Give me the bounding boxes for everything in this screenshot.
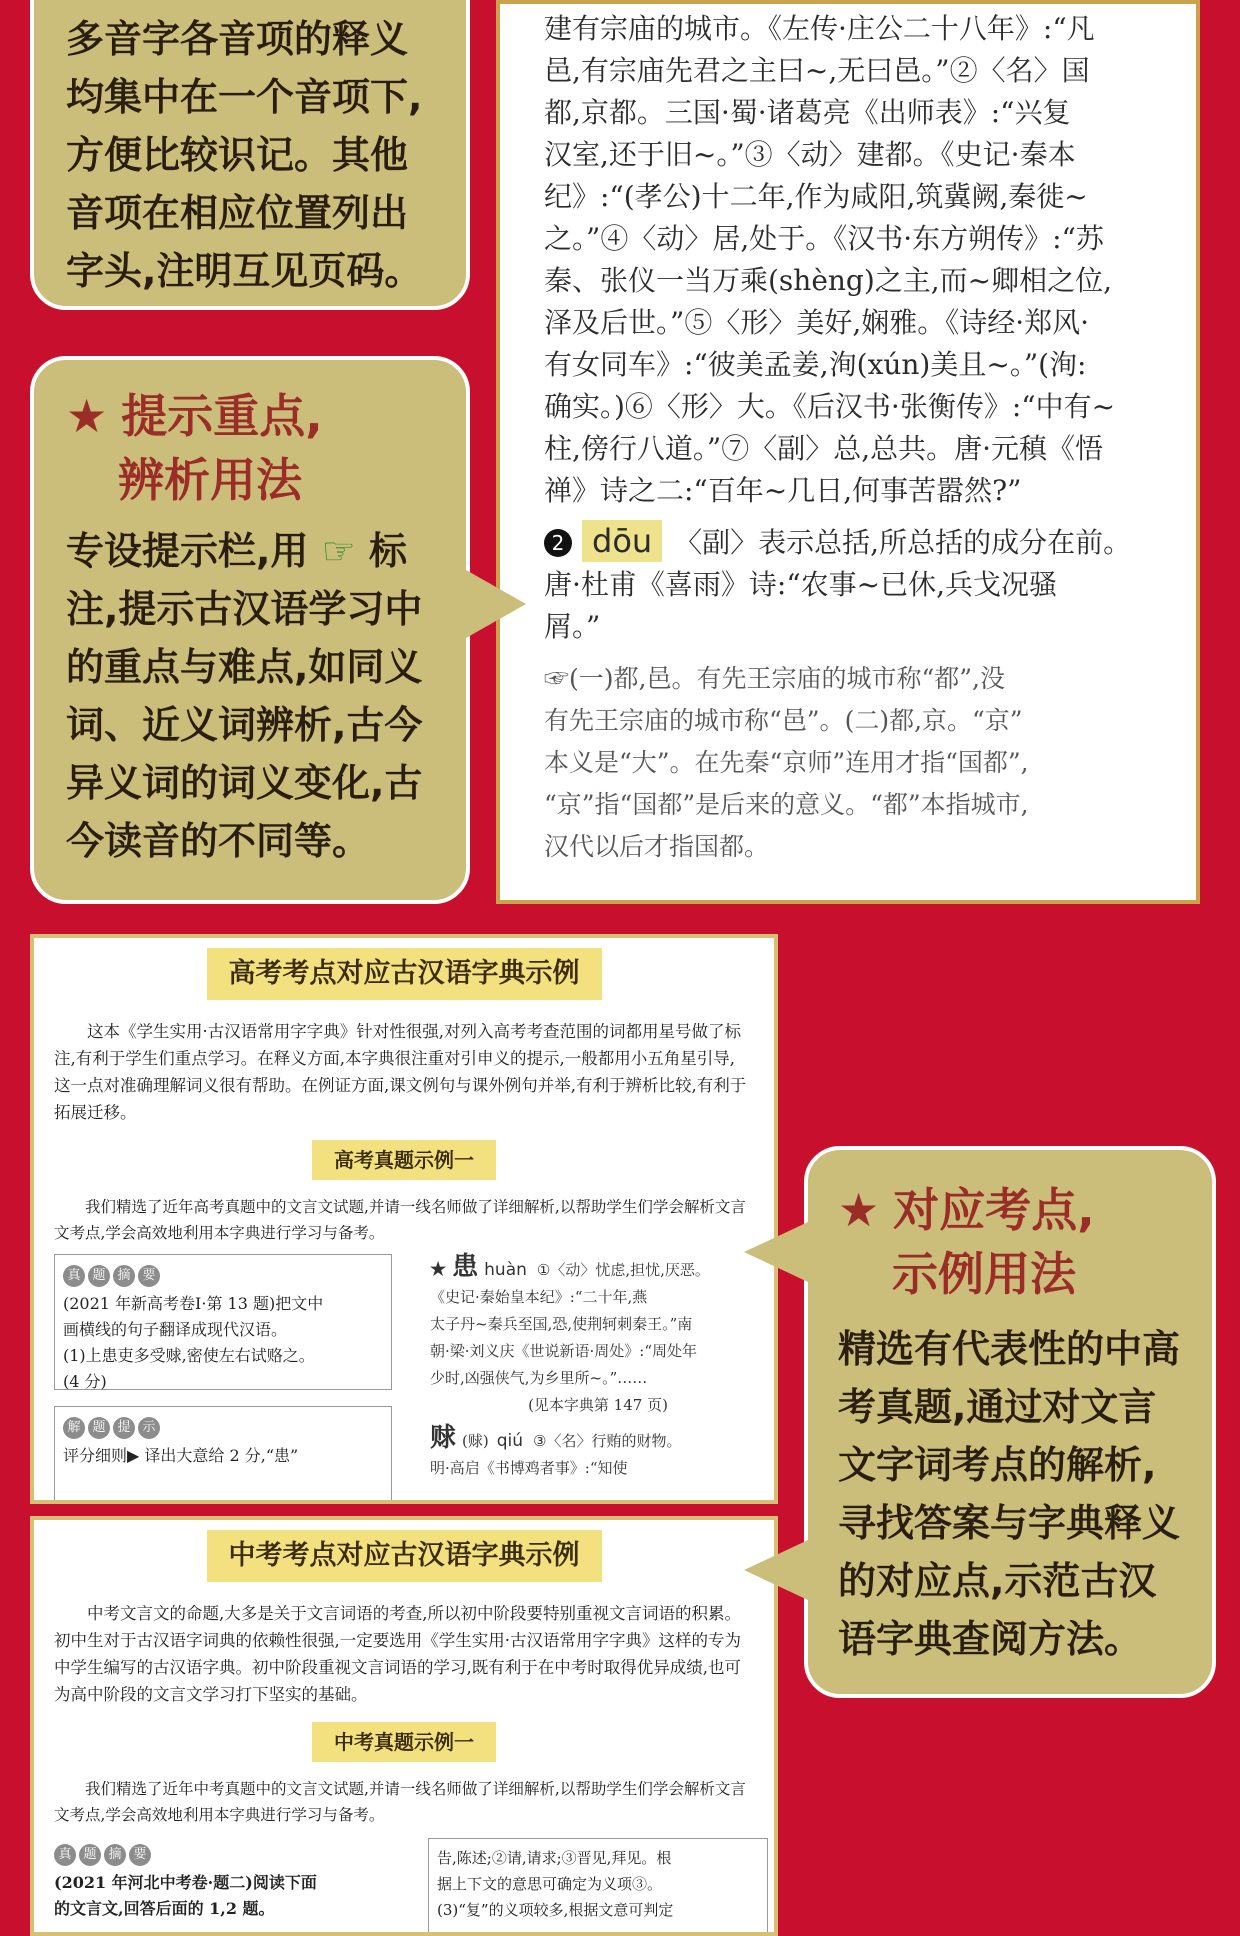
pointing-hand-icon: ☞ [544,664,570,693]
dictionary-excerpt [496,0,1200,904]
pointing-hand-icon: ☞ [321,529,356,573]
headword: 患 [452,1252,479,1282]
callout-line: 注,提示古汉语学习中 [66,587,423,631]
analysis-box [428,1838,768,1936]
tag-chip: 题 [79,1844,101,1866]
callout-line: 专设提示栏,用 [66,529,309,573]
callout-pointer [744,1540,808,1600]
star-icon: ★ [66,389,108,443]
callout-line: 词、近义词辨析,古今 [66,703,423,747]
document-intro: 这本《学生实用·古汉语常用字字典》针对性很强,对列入高考考查范围的词都用星号做了标注,有利于学生们重点学习。在释义方面,本字典很注重对引申义的提示,一般都用小五角星引导,这一点对准确理解词义很有帮助。在例证方面,课文例句与课外例句并举,有利于辨析比较,有利于拓展迁移。 [54,1022,747,1122]
callout-line: 文字词考点的解析, [838,1443,1157,1487]
question-line: (2021 年新高考卷Ⅰ·第 13 题)把文中 [63,1294,324,1313]
dict-line: 有女同车》:“彼美孟姜,洵(xún)美且~。”(洵: [544,348,1087,381]
dict-line: 柱,傍行八道。”⑦〈副〉总,总共。唐·元稹《悟 [544,432,1104,465]
star-icon: ★ [430,1259,447,1280]
callout-line: 考真题,通过对文言 [838,1385,1157,1429]
example-intro: 我们精选了近年高考真题中的文言文试题,并请一线名师做了详细解析,以帮助学生们学会解析文言文考点,学会高效地利用本字典进行学习与备考。 [54,1198,746,1242]
question-box [54,1840,384,1922]
dict-line: 确实。)⑥〈形〉大。《后汉书·张衡传》:“中有~ [544,390,1116,423]
tag-chip: 解 [63,1417,85,1439]
tag-real-question [54,1844,151,1866]
callout-line: 语字典查阅方法。 [838,1617,1143,1661]
entry-line: ①〈动〉忧虑,担忧,厌恶。 [536,1261,710,1279]
callout-text [66,522,466,870]
headline-text: 对应考点, [893,1183,1095,1237]
callout-line: 标 [368,529,407,573]
tag-chip: 题 [88,1265,110,1287]
entry-line: ③〈名〉行贿的财物。 [533,1432,682,1450]
document-intro: 中考文言文的命题,大多是关于文言词语的考查,所以初中阶段要特别重视文言词语的积累。初中生对于古汉语字词典的依赖性很强,一定要选用《学生实用·古汉语常用字字典》这样的专为中学生编写的古汉语字典。初中阶段重视文言词语的学习,既有利于在中考时取得优异成绩,也可为高中阶段的文言文学习打下坚实的基础。 [54,1604,741,1704]
callout-line: 的重点与难点,如同义 [66,645,423,689]
callout-headline [838,1178,1212,1242]
star-icon: ★ [838,1183,880,1237]
gaokao-example-document [30,934,778,1504]
analysis-line: 据上下文的意思可确定为义项③。 [437,1875,663,1893]
example-title: 高考真题示例一 [312,1140,496,1180]
pinyin: huàn [484,1260,527,1280]
callout-text [838,1320,1212,1668]
tag-solution-hint [63,1417,160,1439]
callout-line: 方便比较识记。其他 [66,133,409,177]
question-line: 画横线的句子翻译成现代汉语。 [63,1320,288,1339]
callout-line: 精选有代表性的中高 [838,1327,1181,1371]
pinyin: qiú [496,1431,524,1451]
analysis-line: 告,陈述;②请,请求;③晋见,拜见。根 [437,1849,672,1867]
question-line: (2021 年河北中考卷·题二)阅读下面 [54,1873,317,1892]
question-line: (4 分) [63,1372,107,1391]
tag-chip: 真 [63,1265,85,1287]
callout-key-points [30,356,470,904]
question-line: 的文言文,回答后面的 1,2 题。 [54,1899,275,1918]
entry-line: 《史记·秦始皇本纪》:“二十年,燕 [430,1288,648,1306]
zhongkao-example-document [30,1516,778,1936]
callout-exam-points [804,1146,1216,1698]
note-line: 汉代以后才指国都。 [544,832,770,861]
headword: 赇 [430,1423,457,1453]
sense-pinyin: dōu [582,520,662,562]
answer-box [54,1406,392,1504]
tag-chip: 要 [138,1265,160,1287]
example-title: 中考真题示例一 [312,1722,496,1762]
analysis-line: (3)“复”的义项较多,根据文意可判定 [437,1901,674,1919]
dict-line: 纪》:“(孝公)十二年,作为咸阳,筑冀阙,秦徙~ [544,180,1088,213]
headline-text: 提示重点, [121,389,323,443]
tag-chip: 要 [129,1844,151,1866]
note-line: (一)都,邑。有先王宗庙的城市称“都”,没 [569,664,1005,693]
callout-pointer [744,1222,808,1282]
example-intro: 我们精选了近年中考真题中的文言文试题,并请一线名师做了详细解析,以帮助学生们学会解析文言文考点,学会高效地利用本字典进行学习与备考。 [54,1780,746,1824]
callout-line: 均集中在一个音项下, [66,75,423,119]
callout-line: 音项在相应位置列出 [66,191,409,235]
entry-line: 明·高启《书博鸡者事》:“知使 [430,1459,628,1477]
callout-line: 多音字各音项的释义 [66,17,409,61]
callout-pointer [466,570,526,638]
traditional-form: (赇) [462,1432,489,1450]
dict-line: 唐·杜甫《喜雨》诗:“农事~已休,兵戈况骚 [544,568,1058,601]
tag-real-question [63,1265,160,1287]
question-line: (1)上患吏多受赇,密使左右试赂之。 [63,1346,315,1365]
callout-line: 今读音的不同等。 [66,819,371,863]
document-title: 高考考点对应古汉语字典示例 [207,948,602,1000]
dict-line: 泽及后世。”⑤〈形〉美好,娴雅。《诗经·郑风· [544,306,1090,339]
document-title: 中考考点对应古汉语字典示例 [207,1530,602,1582]
headline-text: 示例用法 [892,1247,1076,1301]
note-line: “京”指“国都”是后来的意义。“都”本指城市, [544,790,1029,819]
callout-text [66,10,466,300]
tag-chip: 题 [88,1417,110,1439]
dict-line: 屑。” [544,610,601,643]
note-line: 有先王宗庙的城市称“邑”。(二)都,京。“京” [544,706,1023,735]
callout-line: 异义词的词义变化,古 [66,761,423,805]
callout-line: 的对应点,示范古汉 [838,1559,1157,1603]
dict-line: 秦、张仪一当万乘(shèng)之主,而~卿相之位, [544,264,1113,297]
headline-text: 辨析用法 [118,453,302,507]
callout-line: 寻找答案与字典释义 [838,1501,1181,1545]
callout-polyphonic [30,0,470,310]
entry-line: 少时,凶强侠气,为乡里所~。”…… [430,1369,648,1387]
callout-headline [66,384,466,448]
dict-line: 都,京都。三国·蜀·诸葛亮《出师表》:“兴复 [544,96,1071,129]
answer-line: 评分细则▶ 译出大意给 2 分,“患” [63,1446,299,1465]
sense-2 [544,520,1168,564]
dict-line: 邑,有宗庙先君之主曰~,无曰邑。”②〈名〉国 [544,54,1090,87]
question-box [54,1254,392,1390]
sense-text: 〈副〉表示总括,所总括的成分在前。 [674,526,1132,559]
tag-chip: 摘 [104,1844,126,1866]
dict-entry-huan [430,1254,766,1482]
tag-chip: 摘 [113,1265,135,1287]
entry-line: 太子丹~秦兵至国,恐,使荆轲刺秦王。”南 [430,1315,693,1333]
note-line: 本义是“大”。在先秦“京师”连用才指“国都”, [544,748,1029,777]
callout-line: 字头,注明互见页码。 [66,249,423,293]
entry-line: (见本字典第 147 页) [528,1396,668,1414]
dict-line: 汉室,还于旧~。”③〈动〉建都。《史记·秦本 [544,138,1076,171]
entry-line: 朝·梁·刘义庆《世说新语·周处》:“周处年 [430,1342,698,1360]
tag-chip: 提 [113,1417,135,1439]
dict-line: 禅》诗之二:“百年~几日,何事苦嚣然?” [544,474,1022,507]
sense-number-badge: 2 [544,529,572,557]
dict-line: 之。”④〈动〉居,处于。《汉书·东方朔传》:“苏 [544,222,1104,255]
dict-line: 建有宗庙的城市。《左传·庄公二十八年》:“凡 [544,12,1095,45]
tag-chip: 示 [138,1417,160,1439]
tip-note [544,658,1168,868]
tag-chip: 真 [54,1844,76,1866]
